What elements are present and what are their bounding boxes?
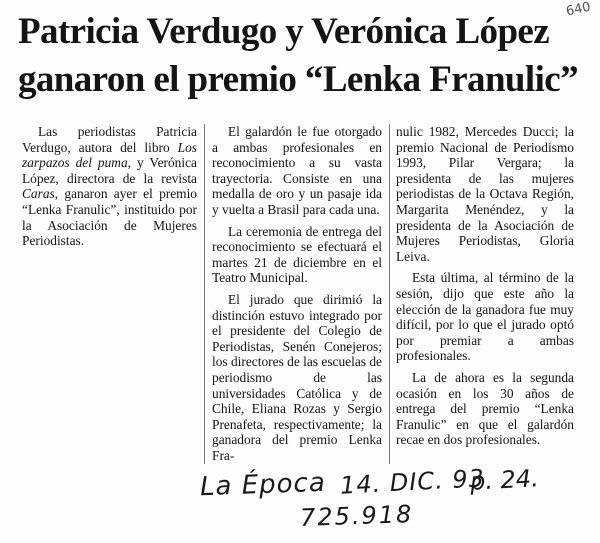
column-divider: [389, 124, 390, 464]
handwritten-page: p. 24.: [469, 464, 540, 496]
paragraph-text: , y Verónica López, directora de la revista: [22, 155, 197, 186]
article-paragraph: Esta última, al término de la sesión, dijo que este año la elección de la ganadora fue muy difícil, por lo que el jurado optó por premiar a ambas profesionales.: [396, 270, 574, 364]
article-column-3: [396, 124, 574, 454]
article-paragraph: nulic 1982, Mercedes Ducci; la premio Nacional de Periodismo 1993, Pilar Vergara; la presidenta de las mujeres periodistas de la Octava Región, Margarita Menéndez, y la presidenta de la Asociación de Mujeres Periodistas, Gloria Leiva.: [396, 124, 574, 264]
article-column-2: [212, 124, 382, 469]
article-paragraph: La de ahora es la segunda ocasión en los 30 años de entrega del premio “Lenka Franulic” en que el galardón recae en dos profesionales.: [396, 369, 574, 448]
article-paragraph: El jurado que dirimió la distinción estuvo integrado por el presidente del Colegio de Periodistas, Senén Conejeros; los directores de las escuelas de periodismo de las universidades Católica y de Chile, Eliana Rozas y Sergio Prenafeta, respectivamente; la ganadora del premio Lenka Fra-: [212, 291, 382, 463]
article-paragraph: [22, 124, 197, 249]
magazine-title: Caras: [22, 186, 55, 202]
article-paragraph: El galardón le fue otorgado a ambas profesionales en reconocimiento a su vasta trayectoria. Consiste en una medalla de oro y un pasaje ida y vuelta a Brasil para cada una.: [212, 124, 382, 217]
article-paragraph: La ceremonia de entrega del reconocimiento se efectuará el martes 21 de diciembre en el Teatro Municipal.: [212, 223, 382, 286]
article-column-1: [22, 124, 197, 255]
column-divider: [204, 124, 205, 464]
handwritten-record-id: 725.918: [299, 500, 414, 532]
corner-handwritten-number: 640: [564, 0, 593, 20]
handwritten-source: La Época: [199, 467, 327, 503]
handwritten-date: 14. DIC. 93: [339, 464, 486, 500]
paragraph-text: Las periodistas Patricia Verdugo, autora del libro: [22, 124, 197, 155]
paragraph-text: , ganaron ayer el premio “Lenka Franulic”, instituido por la Asociación de Mujeres Periodistas.: [22, 186, 197, 249]
book-title: Los zarpazos del puma: [22, 139, 197, 171]
article-headline: Patricia Verdugo y Verónica López ganaron el premio “Lenka Franulic”: [18, 11, 578, 100]
